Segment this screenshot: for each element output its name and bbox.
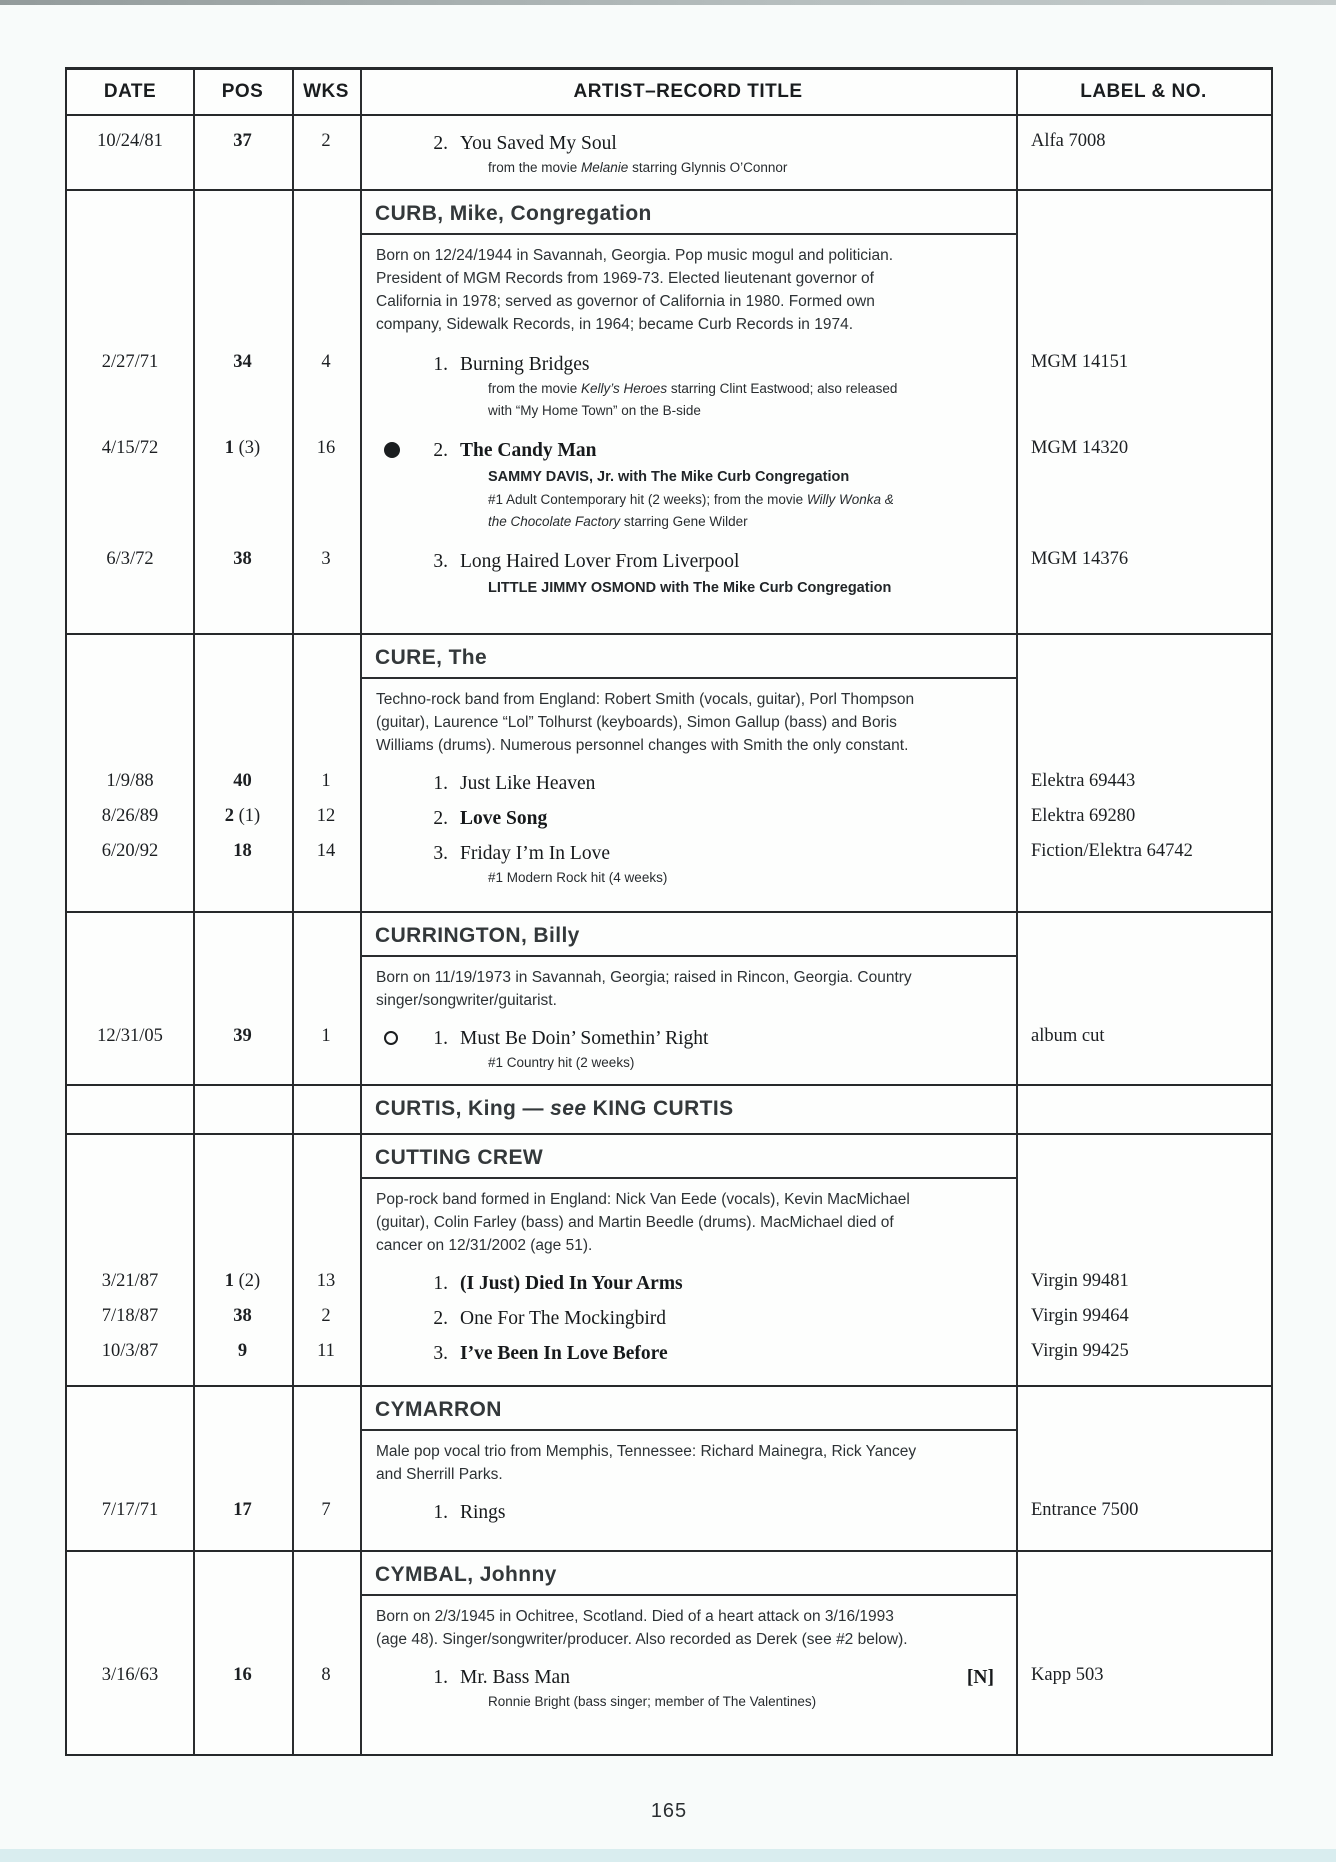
page-top-edge xyxy=(0,0,1336,5)
chart-date: 8/26/89 xyxy=(101,806,159,826)
peak-position: 39 xyxy=(233,1026,252,1046)
column-divider xyxy=(1016,116,1018,189)
record-label: Virgin 99464 xyxy=(1031,1306,1129,1326)
bio-line: company, Sidewalk Records, in 1964; became Curb Records in 1974. xyxy=(376,316,854,333)
artist-section xyxy=(67,189,1271,633)
bio-line: Born on 11/19/1973 in Savannah, Georgia; raised in Rincon, Georgia. Country xyxy=(376,969,912,986)
title-cell xyxy=(360,1303,1016,1332)
entry-number: 3. xyxy=(433,843,448,864)
column-divider xyxy=(360,1086,362,1133)
chart-date: 3/16/63 xyxy=(101,1665,159,1685)
bio-line: cancer on 12/31/2002 (age 51). xyxy=(376,1237,593,1254)
song-title: Long Haired Lover From Liverpool xyxy=(460,551,740,572)
column-divider xyxy=(292,1135,294,1385)
entry-number: 3. xyxy=(433,1343,448,1364)
peak-position: 1 (3) xyxy=(224,438,261,458)
column-divider xyxy=(1016,913,1018,1084)
song-title: The Candy Man xyxy=(460,440,597,461)
column-divider xyxy=(292,191,294,633)
song-title: Must Be Doin’ Somethin’ Right xyxy=(460,1028,709,1049)
column-divider xyxy=(193,1086,195,1133)
peak-position: 17 xyxy=(233,1500,252,1520)
column-header-label-no: LABEL & NO. xyxy=(1080,81,1207,102)
record-label: Virgin 99481 xyxy=(1031,1271,1129,1291)
column-divider xyxy=(193,191,195,633)
weeks-charted: 16 xyxy=(316,438,336,458)
peak-position: 1 (2) xyxy=(224,1271,261,1291)
title-line xyxy=(360,131,1016,157)
weeks-charted: 2 xyxy=(321,131,331,151)
entry-number: 2. xyxy=(433,1308,448,1329)
chart-date: 12/31/05 xyxy=(97,1026,163,1046)
artist-bio xyxy=(376,235,1006,336)
weeks-charted: 13 xyxy=(316,1271,336,1291)
record-label: MGM 14376 xyxy=(1031,549,1129,569)
record-label: Elektra 69443 xyxy=(1031,771,1136,791)
artist-section xyxy=(67,911,1271,1084)
entry-note: Ronnie Bright (bass singer; member of The Valentines) xyxy=(488,1694,817,1709)
peak-position: 9 xyxy=(237,1341,248,1361)
peak-position: 37 xyxy=(233,131,252,151)
bio-line: (guitar), Laurence “Lol” Tolhurst (keyboards), Simon Gallup (bass) and Boris xyxy=(376,714,897,731)
title-cell xyxy=(360,128,1016,179)
title-cell xyxy=(360,1023,1016,1074)
chart-date: 3/21/87 xyxy=(101,1271,159,1291)
column-divider xyxy=(1016,1135,1018,1385)
artist-name: CYMARRON xyxy=(360,1387,1016,1431)
song-title: One For The Mockingbird xyxy=(460,1308,666,1329)
column-divider xyxy=(292,116,294,189)
column-divider xyxy=(292,1552,294,1754)
artist-name: CURB, Mike, Congregation xyxy=(360,191,1016,235)
bio-line: Williams (drums). Numerous personnel changes with Smith the only constant. xyxy=(376,737,909,754)
chart-date: 10/24/81 xyxy=(97,131,163,151)
gold-record-icon xyxy=(384,442,400,458)
bio-line: President of MGM Records from 1969-73. Elected lieutenant governor of xyxy=(376,270,874,287)
column-divider xyxy=(292,70,294,114)
bio-line: Born on 2/3/1945 in Ochitree, Scotland. Died of a heart attack on 3/16/1993 xyxy=(376,1608,894,1625)
artist-section xyxy=(67,1550,1271,1754)
entry-number: 2. xyxy=(433,440,448,461)
artist-bio xyxy=(376,1431,1006,1486)
table-header-row xyxy=(67,70,1271,116)
column-divider xyxy=(193,635,195,911)
title-line xyxy=(360,806,1016,832)
entry-note: #1 Adult Contemporary hit (2 weeks); from the movie Willy Wonka & xyxy=(488,492,894,507)
bio-line: Born on 12/24/1944 in Savannah, Georgia. Pop music mogul and politician. xyxy=(376,247,894,264)
chart-date: 1/9/88 xyxy=(106,771,154,791)
weeks-charted: 1 xyxy=(321,771,331,791)
weeks-charted: 3 xyxy=(321,549,331,569)
record-entry xyxy=(67,1268,1271,1297)
song-title: Friday I’m In Love xyxy=(460,843,611,864)
weeks-charted: 4 xyxy=(321,352,331,372)
column-divider xyxy=(193,70,195,114)
record-label: Elektra 69280 xyxy=(1031,806,1136,826)
artist-credit: LITTLE JIMMY OSMOND with The Mike Curb Congregation xyxy=(488,580,892,596)
chart-date: 10/3/87 xyxy=(101,1341,159,1361)
artist-name: CURTIS, King — see KING CURTIS xyxy=(375,1097,734,1120)
bio-line: California in 1978; served as governor of California in 1980. Formed own xyxy=(376,293,875,310)
title-cell xyxy=(360,546,1016,600)
record-entry xyxy=(67,803,1271,832)
title-cell xyxy=(360,1497,1016,1526)
title-line xyxy=(360,1026,1016,1052)
artist-name: CYMBAL, Johnny xyxy=(360,1552,1016,1596)
column-divider xyxy=(193,1387,195,1550)
entry-number: 1. xyxy=(433,1028,448,1049)
record-label: Fiction/Elektra 64742 xyxy=(1031,841,1193,861)
record-label: MGM 14320 xyxy=(1031,438,1129,458)
artist-section xyxy=(67,116,1271,189)
title-cell xyxy=(360,1338,1016,1367)
column-divider xyxy=(193,116,195,189)
bio-line: and Sherrill Parks. xyxy=(376,1466,503,1483)
song-title: Burning Bridges xyxy=(460,354,590,375)
column-divider xyxy=(1016,1387,1018,1550)
weeks-charted: 14 xyxy=(316,841,336,861)
column-divider xyxy=(1016,1086,1018,1133)
artist-section xyxy=(67,1133,1271,1385)
record-entry xyxy=(67,546,1271,600)
entry-note: #1 Modern Rock hit (4 weeks) xyxy=(488,870,668,885)
title-cell xyxy=(360,768,1016,797)
bio-line: Male pop vocal trio from Memphis, Tennessee: Richard Mainegra, Rick Yancey xyxy=(376,1443,917,1460)
song-title: (I Just) Died In Your Arms xyxy=(460,1273,683,1294)
column-divider xyxy=(193,913,195,1084)
entry-number: 1. xyxy=(433,773,448,794)
column-header-wks: WKS xyxy=(303,81,349,102)
entry-note: with “My Home Town” on the B-side xyxy=(488,403,701,418)
weeks-charted: 8 xyxy=(321,1665,331,1685)
peak-position: 34 xyxy=(233,352,252,372)
record-label: Kapp 503 xyxy=(1031,1665,1104,1685)
artist-section xyxy=(67,1084,1271,1133)
chart-date: 4/15/72 xyxy=(101,438,159,458)
bio-line: singer/songwriter/guitarist. xyxy=(376,992,557,1009)
weeks-charted: 11 xyxy=(317,1341,335,1361)
weeks-charted: 7 xyxy=(321,1500,331,1520)
song-title: Mr. Bass Man xyxy=(460,1667,570,1688)
page-number: 165 xyxy=(650,1800,688,1822)
record-entry xyxy=(67,435,1271,533)
peak-position: 2 (1) xyxy=(224,806,261,826)
song-title: You Saved My Soul xyxy=(460,133,617,154)
entry-number: 1. xyxy=(433,1273,448,1294)
title-line xyxy=(360,1271,1016,1297)
bio-line: Pop-rock band formed in England: Nick Van Eede (vocals), Kevin MacMichael xyxy=(376,1191,910,1208)
chart-date: 2/27/71 xyxy=(101,352,159,372)
record-entry xyxy=(67,1303,1271,1332)
bio-line: Techno-rock band from England: Robert Smith (vocals, guitar), Porl Thompson xyxy=(376,691,915,708)
entry-note: #1 Country hit (2 weeks) xyxy=(488,1055,635,1070)
title-cell xyxy=(360,838,1016,889)
song-title: Just Like Heaven xyxy=(460,773,596,794)
record-entry xyxy=(67,1023,1271,1074)
artist-bio xyxy=(376,1179,1006,1257)
title-line xyxy=(360,549,1016,575)
title-line xyxy=(360,352,1016,378)
record-entry xyxy=(67,1662,1271,1713)
record-label: album cut xyxy=(1031,1026,1105,1046)
entry-number: 2. xyxy=(433,808,448,829)
artist-name: CUTTING CREW xyxy=(360,1135,1016,1179)
entry-note: from the movie Kelly’s Heroes starring Clint Eastwood; also released xyxy=(488,381,898,396)
column-divider xyxy=(292,1086,294,1133)
page-bottom-edge xyxy=(0,1849,1336,1862)
column-header-date: DATE xyxy=(103,81,157,102)
bio-line: (age 48). Singer/songwriter/producer. Also recorded as Derek (see #2 below). xyxy=(376,1631,908,1648)
artist-bio xyxy=(376,957,1006,1012)
chart-date: 6/20/92 xyxy=(101,841,159,861)
peak-position: 18 xyxy=(233,841,252,861)
title-cell xyxy=(360,1268,1016,1297)
column-divider xyxy=(1016,1552,1018,1754)
title-cell xyxy=(360,435,1016,533)
title-line xyxy=(360,841,1016,867)
chart-date: 7/17/71 xyxy=(101,1500,159,1520)
record-table xyxy=(65,67,1273,1756)
title-cell xyxy=(360,803,1016,832)
column-header-artist-record-title: ARTIST–RECORD TITLE xyxy=(573,81,803,102)
artist-section xyxy=(67,633,1271,911)
column-divider xyxy=(292,635,294,911)
artist-name: CURRINGTON, Billy xyxy=(360,913,1016,957)
artist-credit: SAMMY DAVIS, Jr. with The Mike Curb Congregation xyxy=(488,469,850,485)
artist-bio xyxy=(376,679,1006,757)
record-label: Entrance 7500 xyxy=(1031,1500,1139,1520)
record-entry xyxy=(67,1338,1271,1367)
weeks-charted: 2 xyxy=(321,1306,331,1326)
weeks-charted: 12 xyxy=(316,806,336,826)
entry-number: 2. xyxy=(433,133,448,154)
title-line xyxy=(360,1306,1016,1332)
novelty-flag: [N] xyxy=(966,1667,994,1688)
record-entry xyxy=(67,768,1271,797)
entry-number: 1. xyxy=(433,354,448,375)
entry-number: 1. xyxy=(433,1667,448,1688)
chart-date: 7/18/87 xyxy=(101,1306,159,1326)
entry-number: 3. xyxy=(433,551,448,572)
record-entry xyxy=(67,349,1271,422)
song-title: Rings xyxy=(460,1502,506,1523)
artist-section xyxy=(67,1385,1271,1550)
title-line xyxy=(360,771,1016,797)
title-line xyxy=(360,438,1016,464)
column-divider xyxy=(1016,635,1018,911)
peak-position: 16 xyxy=(233,1665,252,1685)
entry-note: from the movie Melanie starring Glynnis O’Connor xyxy=(488,160,788,175)
column-divider xyxy=(1016,191,1018,633)
bio-line: (guitar), Colin Farley (bass) and Martin Beedle (drums). MacMichael died of xyxy=(376,1214,894,1231)
column-divider xyxy=(292,913,294,1084)
column-divider xyxy=(193,1552,195,1754)
column-divider xyxy=(292,1387,294,1550)
record-table-body xyxy=(67,116,1271,1754)
peak-position: 38 xyxy=(233,549,252,569)
song-title: Love Song xyxy=(460,808,548,829)
title-line xyxy=(360,1500,1016,1526)
peak-position: 38 xyxy=(233,1306,252,1326)
record-entry xyxy=(67,838,1271,889)
column-divider xyxy=(193,1135,195,1385)
record-label: Virgin 99425 xyxy=(1031,1341,1129,1361)
record-entry xyxy=(67,128,1271,179)
title-line xyxy=(360,1341,1016,1367)
open-circle-icon xyxy=(384,1031,398,1045)
title-line xyxy=(360,1665,1016,1691)
title-cell xyxy=(360,349,1016,422)
title-cell xyxy=(360,1662,1016,1713)
weeks-charted: 1 xyxy=(321,1026,331,1046)
song-title: I’ve Been In Love Before xyxy=(460,1343,668,1364)
record-entry xyxy=(67,1497,1271,1526)
column-divider xyxy=(360,1552,362,1754)
column-divider xyxy=(360,70,362,114)
peak-position: 40 xyxy=(233,771,252,791)
column-divider xyxy=(1016,70,1018,114)
chart-date: 6/3/72 xyxy=(106,549,154,569)
record-label: MGM 14151 xyxy=(1031,352,1129,372)
entry-number: 1. xyxy=(433,1502,448,1523)
entry-note: the Chocolate Factory starring Gene Wilder xyxy=(488,514,748,529)
record-label: Alfa 7008 xyxy=(1031,131,1106,151)
artist-name: CURE, The xyxy=(360,635,1016,679)
column-header-pos: POS xyxy=(221,81,264,102)
artist-bio xyxy=(376,1596,1006,1651)
